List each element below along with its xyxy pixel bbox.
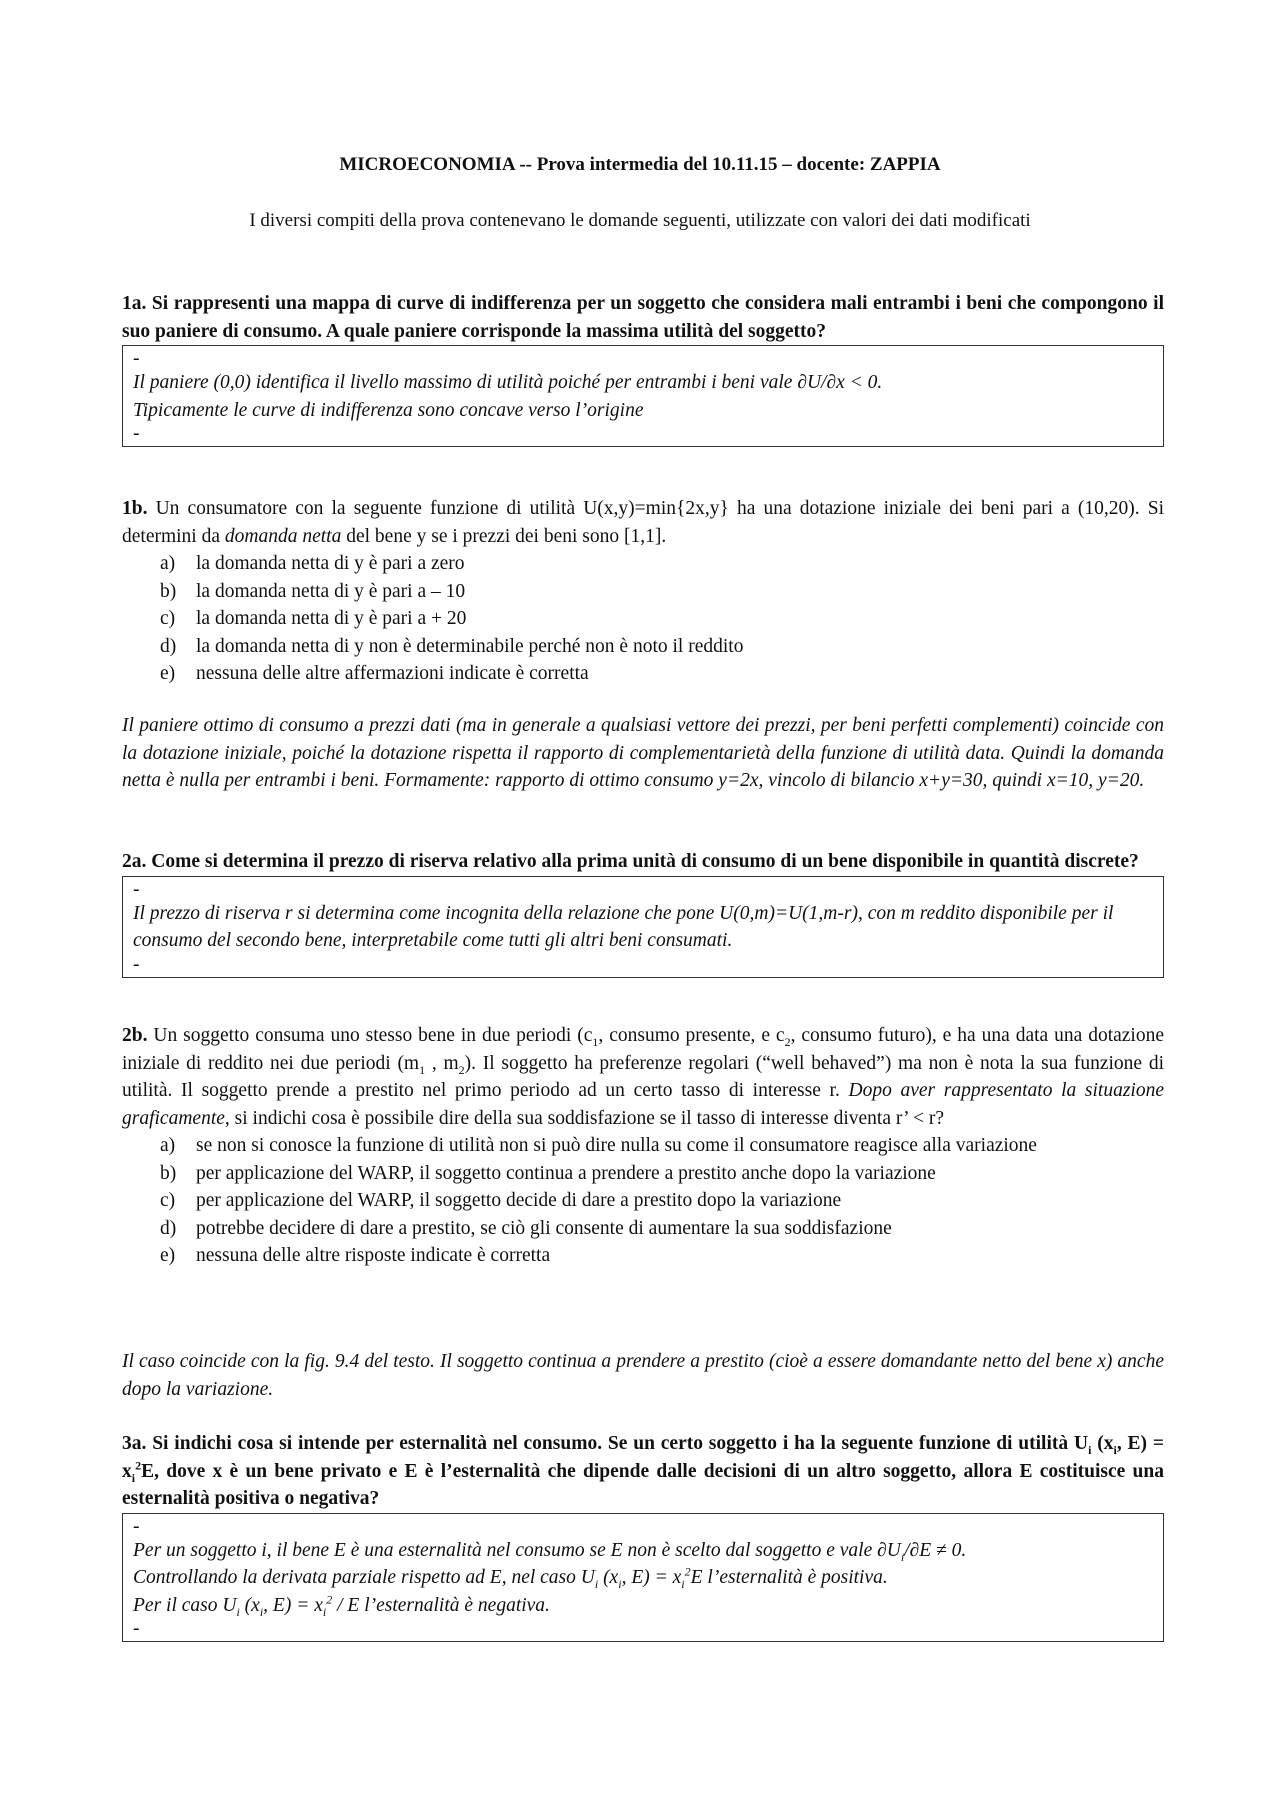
question-1b-number: 1b. [122, 498, 148, 519]
box-dash-bottom: - [133, 423, 140, 444]
question-1a-block [122, 290, 1164, 447]
option-text: la domanda netta di y è pari a zero [196, 553, 465, 574]
superscript: 2 [135, 1458, 142, 1472]
subscript: i [322, 1604, 327, 1619]
option-label: c) [160, 608, 176, 629]
subscript: i [1113, 1442, 1117, 1457]
subscript: i [618, 1576, 622, 1591]
question-3a [122, 1430, 1164, 1513]
question-2a-block [122, 848, 1164, 978]
question-1b-text: Un consumatore con la seguente funzione di utilità U(x,y)=min{2x,y} ha una dotazione iniziale dei beni pari a (10,20). Si determini da [122, 498, 1164, 547]
q2b-text: ). Il soggetto ha preferenze regolari (“well behaved”) ma non è nota la sua funzione di utilità. Il soggetto prende a prestito nel primo periodo ad un certo tasso di interesse r. [122, 1052, 1164, 1101]
subscript: i [236, 1604, 240, 1619]
question-2a: 2a. Come si determina il prezzo di riserva relativo alla prima unità di consumo di un bene disponibile in quantità discrete? [122, 851, 1139, 872]
subscript: i [1088, 1442, 1092, 1457]
option-1b-b [160, 578, 1164, 606]
option-label: a) [160, 1135, 176, 1156]
q2b-text: , m [425, 1052, 459, 1074]
option-1b-a [160, 550, 1164, 578]
answer-2b: Il caso coincide con la fig. 9.4 del testo. Il soggetto continua a prendere a prestito (cioè a essere domandante netto del bene x) anche dopo la variazione. [122, 1351, 1164, 1400]
subscript: i [131, 1470, 136, 1485]
option-text: per applicazione del WARP, il soggetto decide di dare a prestito dopo la variazione [196, 1190, 842, 1211]
option-1b-e [160, 660, 1164, 688]
q2b-emphasis: Dopo aver rappresentato la situazione graficamente [122, 1080, 1165, 1129]
box-dash-top: - [133, 348, 140, 369]
option-label: b) [160, 1162, 177, 1184]
subscript: 1 [592, 1034, 599, 1049]
box-dash-top: - [133, 1515, 140, 1537]
question-1b [122, 495, 1164, 550]
question-3a-block [122, 1430, 1164, 1642]
option-label: d) [160, 1217, 177, 1239]
option-label: e) [160, 1245, 176, 1266]
option-text: la domanda netta di y è pari a – 10 [196, 580, 466, 602]
a3-text: Controllando la derivata parziale rispetto ad E, nel caso U [133, 1567, 595, 1588]
answer-3a-line-1 [133, 1537, 1153, 1565]
option-text: nessuna delle altre affermazioni indicate è corretta [196, 663, 589, 684]
answer-box-2a [122, 876, 1164, 978]
subscript: 2 [458, 1062, 465, 1077]
answer-box-1a [122, 345, 1164, 447]
a3-text: (x [598, 1567, 619, 1588]
question-2b-block [122, 1022, 1164, 1270]
option-1b-d [160, 633, 1164, 661]
question-2b [122, 1022, 1164, 1132]
answer-3a-line-3 [133, 1592, 1153, 1620]
option-1b-c [160, 605, 1164, 633]
a3-text: Per un soggetto i, il bene E è una esternalità nel consumo se E non è scelto dal soggetto e vale ∂U [133, 1539, 901, 1561]
option-2b-b [160, 1160, 1164, 1188]
subscript: i [594, 1576, 599, 1591]
question-1b-text-end: del bene y se i prezzi dei beni sono [1,1]. [341, 525, 667, 547]
a3-text: /∂E ≠ 0. [904, 1539, 967, 1561]
a3-text: E l’esternalità è positiva. [690, 1567, 888, 1588]
answer-1a-line-1: Il paniere (0,0) identifica il livello massimo di utilità poiché per entrambi i beni vale ∂U/∂x < 0. [133, 372, 883, 393]
answer-1b-block [122, 712, 1164, 795]
superscript: 2 [326, 1592, 333, 1606]
option-label: b) [160, 580, 177, 602]
q2b-text: , si indichi cosa è possibile dire della sua soddisfazione se il tasso di interesse diventa r’ < r? [224, 1107, 945, 1129]
option-text: per applicazione del WARP, il soggetto continua a prendere a prestito anche dopo la variazione [196, 1162, 936, 1184]
option-text: nessuna delle altre risposte indicate è corretta [196, 1245, 551, 1266]
question-1b-block [122, 495, 1164, 688]
option-text: la domanda netta di y è pari a + 20 [196, 608, 467, 629]
option-2b-d [160, 1215, 1164, 1243]
q2b-text: , consumo presente, e c [598, 1025, 785, 1046]
option-2b-a [160, 1132, 1164, 1160]
page-title: MICROECONOMIA -- Prova intermedia del 10.11.15 – docente: ZAPPIA [339, 154, 941, 175]
option-text: potrebbe decidere di dare a prestito, se ciò gli consente di aumentare la sua soddisfazione [196, 1217, 892, 1239]
answer-box-3a [122, 1513, 1164, 1643]
page-subtitle: I diversi compiti della prova contenevano le domande seguenti, utilizzate con valori dei dati modificati [249, 210, 1031, 231]
answer-3a-line-2 [133, 1564, 1153, 1592]
q2b-text: , consumo futuro), e ha una data una dotazione iniziale di reddito nei due periodi (m [122, 1025, 1164, 1074]
option-text: la domanda netta di y non è determinabile perché non è noto il reddito [196, 635, 744, 657]
option-2b-e [160, 1242, 1164, 1270]
a3-text: , E) = x [621, 1567, 682, 1588]
option-label: d) [160, 635, 177, 657]
q3a-text: (x [1091, 1433, 1114, 1454]
a3-text: Per il caso U [133, 1594, 237, 1616]
option-2b-c [160, 1187, 1164, 1215]
a3-text: , E) = x [263, 1594, 323, 1616]
subscript: 1 [419, 1062, 426, 1077]
a3-text: / E l’esternalità è negativa. [332, 1594, 550, 1616]
question-1a: 1a. Si rappresenti una mappa di curve di indifferenza per un soggetto che considera mali entrambi i beni che compongono il suo paniere di consumo. A quale paniere corrisponde la massima utilità del soggetto? [122, 293, 1164, 342]
option-label: c) [160, 1190, 176, 1211]
q2b-text: Un soggetto consuma uno stesso bene in due periodi (c [147, 1025, 593, 1046]
box-dash-top: - [133, 878, 140, 900]
subscript: i [681, 1576, 685, 1591]
a3-text: (x [239, 1594, 260, 1616]
subscript: i [900, 1549, 905, 1564]
answer-1a-line-2: Tipicamente le curve di indifferenza sono concave verso l’origine [133, 399, 644, 421]
q3a-text: 3a. Si indichi cosa si intende per esternalità nel consumo. Se un certo soggetto i ha la seguente funzione di utilità U [122, 1433, 1089, 1454]
q3a-text: E, dove x è un bene privato e E è l’esternalità che dipende dalle decisioni di un altro soggetto, allora E costituisce una esternalità positiva o negativa? [122, 1460, 1164, 1509]
option-label: e) [160, 663, 176, 684]
q3a-text: , E) = x [122, 1433, 1164, 1482]
answer-1b: Il paniere ottimo di consumo a prezzi dati (ma in generale a qualsiasi vettore dei prezzi, per beni perfetti complementi) coincide con la dotazione iniziale, poiché la dotazione rispetta il rapporto di complementarietà della funzione di utilità data. Quindi la domanda netta è nulla per entrambi i beni. Formamente: rapporto di ottimo consumo y=2x, vincolo di bilancio x+y=30, quindi x=10, y=20. [122, 715, 1164, 791]
option-text: se non si conosce la funzione di utilità non si può dire nulla su come il consumatore reagisce alla variazione [196, 1135, 1037, 1156]
question-1b-emphasis: domanda netta [224, 525, 342, 547]
option-label: a) [160, 553, 176, 574]
question-2b-number: 2b. [122, 1025, 148, 1046]
superscript: 2 [684, 1564, 691, 1579]
options-2b [122, 1132, 1164, 1270]
subscript: 2 [784, 1034, 791, 1049]
answer-2b-block [122, 1348, 1164, 1403]
subscript: i [259, 1604, 264, 1619]
answer-2a: Il prezzo di riserva r si determina come incognita della relazione che pone U(0,m)=U(1,m-r), con m reddito disponibile per il consumo del secondo bene, interpretabile come tutti gli altri beni consumati. [133, 902, 1114, 951]
options-1b [122, 550, 1164, 688]
box-dash-bottom: - [133, 953, 140, 975]
box-dash-bottom: - [133, 1618, 140, 1639]
